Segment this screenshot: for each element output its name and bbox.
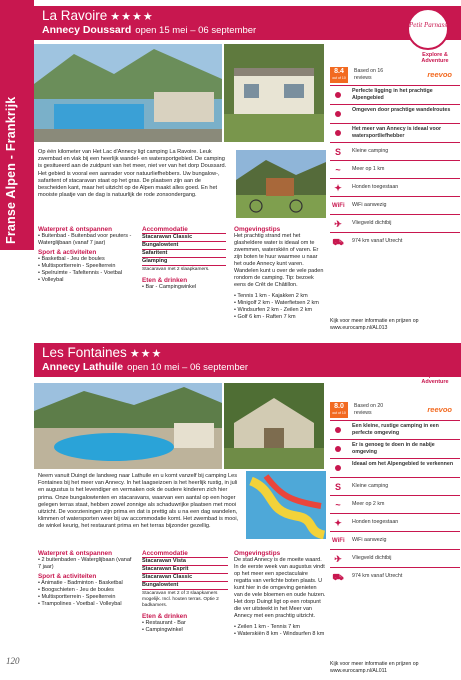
sport-item: • Volleybal xyxy=(38,277,64,283)
waterpret-heading: Waterpret & ontspannen xyxy=(38,550,112,557)
region-label: Franse Alpen - Frankrijk xyxy=(4,96,18,244)
explore-adventure-label: Explore & Adventure xyxy=(421,373,449,385)
sport-heading: Sport & activiteiten xyxy=(38,573,97,580)
airplane-icon: ✈ xyxy=(334,219,342,229)
accommodatie-heading: Accommodatie xyxy=(142,550,188,557)
facility-airport: ✈ Vliegveld dichtbij xyxy=(330,215,460,233)
small-camping-icon: S xyxy=(334,147,341,157)
bullet-icon xyxy=(335,111,341,117)
highlight-item: Het meer van Annecy is ideaal voor watersportliefhebber xyxy=(330,124,460,143)
facility-wifi: WiFi WiFi aanwezig xyxy=(330,197,460,215)
accommodation-note: Stacaravan met 2 of 3 slaapkamers mogelijk. Incl. houten terras. Optie 2 badkamers. xyxy=(142,591,219,608)
distance-item: • Waterskiën 8 km - Windsurfen 8 km xyxy=(234,631,325,637)
accommodatie-column xyxy=(142,224,226,291)
campsite-la-ravoire xyxy=(34,6,461,336)
bullet-icon xyxy=(335,92,341,98)
accommodation-item: Stacaravan Classic xyxy=(142,233,226,242)
photo-bungalowtent xyxy=(224,383,324,469)
distance-item: • Windsurfen 2 km - Zeilen 2 km xyxy=(234,307,313,313)
sport-item: • Basketbal - Jeu de boules xyxy=(38,256,105,262)
accommodatie-heading: Accommodatie xyxy=(142,226,188,233)
campsite-header xyxy=(34,6,461,40)
sport-item: • Boogschieten - Jeu de boules xyxy=(38,587,114,593)
facility-distance: ⛟ 974 km vanaf Utrecht xyxy=(332,572,403,582)
omgevingstips-heading: Omgevingstips xyxy=(234,226,281,233)
accommodation-item: Stacaravan Classic xyxy=(142,574,228,582)
accommodation-item: Bungalowtent xyxy=(142,242,226,250)
facility-dogs: ✦ Honden toegestaan xyxy=(330,514,460,532)
sport-item: • Trampolines - Voetbal - Volleybal xyxy=(38,601,122,607)
facility-distance: ⛟ 974 km vanaf Utrecht xyxy=(332,237,403,247)
campsite-description: Neem vanuit Duingt de landweg naar Lathuile en u komt vanzelf bij camping Les Fontaines bij het meer van Annecy. In het laagseizoen is het heerlijk rustig, in juli en augustus is het levendiger en vermaken ook de oudere kinderen zich hier prima. Onze bungalowtenten en stacaravans, waarvan een aantal op een hoger gelegen terras staat, hebben zowel zonnige als schaduwrijke plaatsen met mooi uitzicht. De voorzieningen zijn prima en dat is prettig als u na een dag wandelen, klimmen of watersporten weer bij uw accommodatie komt. Het zwembad is mooi, de winkel keurig, het restaurant prima en het terras bijzonder gezellig. xyxy=(38,473,239,530)
facility-small-camping: S Kleine camping xyxy=(330,143,460,161)
lake-icon: ~ xyxy=(335,165,341,175)
review-count: Based on 16 reviews xyxy=(354,68,384,81)
highlight-item: Er is genoeg te doen in de nabije omgeving xyxy=(330,440,460,459)
waterpret-item: • 2 buitenbaden - Waterglijbaan (vanaf 7 jaar) xyxy=(38,557,132,570)
waterpret-column xyxy=(38,224,134,284)
review-score: 8.0 out of 10 xyxy=(330,402,348,418)
sport-item: • Spelruimte - Tafeltennis - Voetbal xyxy=(38,270,123,276)
review-count: Based on 20 reviews xyxy=(354,403,384,416)
review-score: 8.4 out of 10 xyxy=(330,67,348,83)
eten-item: • Bar - Campingwinkel xyxy=(142,284,197,290)
photo-mobile-home-image xyxy=(224,44,324,142)
omgevingstips-column xyxy=(234,548,326,638)
campsite-title: La Ravoire xyxy=(42,8,108,23)
omgevingstips-column xyxy=(234,224,326,321)
sport-item: • Multisportterrein - Speelterrein xyxy=(38,594,116,600)
campsite-location: Annecy Doussard xyxy=(42,24,132,36)
campsite-dates: open 10 mei – 06 september xyxy=(127,362,249,373)
bullet-icon xyxy=(335,465,341,471)
accommodatie-column xyxy=(142,548,228,634)
facility-dogs: ✦ Honden toegestaan xyxy=(330,179,460,197)
photo-mobile-home xyxy=(224,44,324,142)
campsite-header xyxy=(34,343,461,377)
distance-item: • Tennis 1 km - Kajakken 2 km xyxy=(234,293,308,299)
lake-icon: ~ xyxy=(335,500,341,510)
eten-item: • Campingwinkel xyxy=(142,627,183,633)
reevoo-logo: reevoo xyxy=(427,405,452,414)
facility-lake: ~ Meer op 1 km xyxy=(330,161,460,179)
page-number: 120 xyxy=(6,656,20,666)
eten-item: • Restaurant - Bar xyxy=(142,620,186,626)
star-rating: ★★★★ xyxy=(110,11,154,23)
facility-lake: ~ Meer op 2 km xyxy=(330,496,460,514)
photo-cyclists xyxy=(236,150,326,218)
more-info-link[interactable]: Kijk voor meer informatie en prijzen op www.eurocamp.nl/AL013 xyxy=(330,318,419,331)
highlight-item: Perfecte ligging in het prachtige Alpengebied xyxy=(330,86,460,105)
dog-icon: ✦ xyxy=(334,183,342,193)
photo-bungalowtent-image xyxy=(224,383,324,469)
eten-heading: Eten & drinken xyxy=(142,277,188,284)
photo-pool xyxy=(34,383,222,469)
accommodation-item: Stacaravan Esprit xyxy=(142,566,228,574)
omgevingstips-text: De stad Annecy is de moeite waard. In de eerste week van augustus vindt op het meer een spectaculaire regatta van verlichte boten plaats. U kunt hier in de omgeving genieten van de vele bloemen en oude huizen. Het dorp Duingt ligt op een rotspunt die ver uitsteekt in het Meer van Annecy met een prachtig uitzicht. xyxy=(234,557,326,619)
explore-adventure-label: Explore & Adventure xyxy=(421,52,449,64)
wifi-icon: WiFi xyxy=(332,203,345,209)
highlight-item: Ideaal om het Alpengebied te verkennen xyxy=(330,459,460,478)
eten-heading: Eten & drinken xyxy=(142,613,188,620)
distance-item: • Golf 6 km - Raften 7 km xyxy=(234,314,296,320)
waterpret-heading: Waterpret & ontspannen xyxy=(38,226,112,233)
photo-pool xyxy=(34,44,222,142)
more-info-link[interactable]: Kijk voor meer informatie en prijzen op www.eurocamp.nl/AL011 xyxy=(330,661,419,674)
photo-waterslide-image xyxy=(246,471,326,539)
star-rating: ★★★ xyxy=(129,348,163,360)
dog-icon: ✦ xyxy=(334,518,342,528)
highlight-item: Een kleine, rustige camping in een perfecte omgeving xyxy=(330,421,460,440)
sport-item: • Animatie - Badminton - Basketbal xyxy=(38,580,123,586)
review-box xyxy=(330,66,460,86)
facts-panel xyxy=(330,66,460,251)
campsite-les-fontaines xyxy=(34,343,461,680)
photo-cyclists-image xyxy=(236,150,326,218)
accommodation-item: Safaritent xyxy=(142,250,226,258)
facility-small-camping: S Kleine camping xyxy=(330,478,460,496)
sport-heading: Sport & activiteiten xyxy=(38,249,97,256)
bullet-icon xyxy=(335,427,341,433)
sport-item: • Multisportterrein - Speelterrein xyxy=(38,263,116,269)
photo-pool-image xyxy=(34,383,222,469)
car-icon: ⛟ xyxy=(332,572,344,582)
region-sidebar xyxy=(0,0,34,680)
distance-item: • Zeilen 1 km - Tennis 7 km xyxy=(234,624,301,630)
omgevingstips-text: Het prachtig strand met het glasheldere water is ideaal om te zwemmen, waterskiën of varen. Er zijn boten te huur waarmee u naar het oude Annecy kunt varen. Wandelen kunt u over de vele paden rondom de camping. Tip: bezoek eens de Crêt de Châtillon. xyxy=(234,233,324,288)
bullet-icon xyxy=(335,446,341,452)
campsite-title: Les Fontaines xyxy=(42,345,127,360)
waterpret-item: • Buitenbad - Buitenbad voor peuters - Waterglijbaan (vanaf 7 jaar) xyxy=(38,233,132,246)
review-box xyxy=(330,401,460,421)
omgevingstips-heading: Omgevingstips xyxy=(234,550,281,557)
campsite-location: Annecy Lathuile xyxy=(42,361,124,373)
campsite-dates: open 15 mei – 06 september xyxy=(135,25,257,36)
photo-pool-image xyxy=(34,44,222,142)
distance-item: • Minigolf 2 km - Waterfietsen 2 km xyxy=(234,300,319,306)
small-camping-icon: S xyxy=(334,482,341,492)
facility-wifi: WiFi WiFi aanwezig xyxy=(330,532,460,550)
facility-airport: ✈ Vliegveld dichtbij xyxy=(330,550,460,568)
bullet-icon xyxy=(335,130,341,136)
petit-parnass-badge: Petit Parnass xyxy=(407,8,449,50)
photo-waterslide xyxy=(246,471,326,539)
facts-panel xyxy=(330,401,460,586)
wifi-icon: WiFi xyxy=(332,538,345,544)
waterpret-column xyxy=(38,548,134,608)
accommodation-item: Bungalowtent xyxy=(142,582,228,590)
campsite-description: Op één kilometer van Het Lac d'Annecy ligt camping La Ravoire. Leuk zwembad en vlak bij een heerlijk wandel- en watersportgebied. De camping is gesitueerd aan de zuidpunt van het meer, niet ver van het dorp Doussard. Het gebied is vooral een aanrader voor natuurliefhebbers. Uw bungalow-, safaritent of stacaravan staat op het gras. De plaatsen zijn aan de bescheiden kant, maar het uitzicht op de Alpen maakt alles goed. En het mooiste plaatje van de dag is natuurlijk de rode zonsondergang. xyxy=(38,149,227,199)
highlight-item: Omgeven door prachtige wandelroutes xyxy=(330,105,460,124)
accommodation-note: Stacaravan met 2 slaapkamers. xyxy=(142,267,210,272)
airplane-icon: ✈ xyxy=(334,554,342,564)
car-icon: ⛟ xyxy=(332,237,344,247)
accommodation-item: Stacaravan Vista xyxy=(142,557,228,566)
accommodation-item: Glamping xyxy=(142,258,226,266)
reevoo-logo: reevoo xyxy=(427,70,452,79)
